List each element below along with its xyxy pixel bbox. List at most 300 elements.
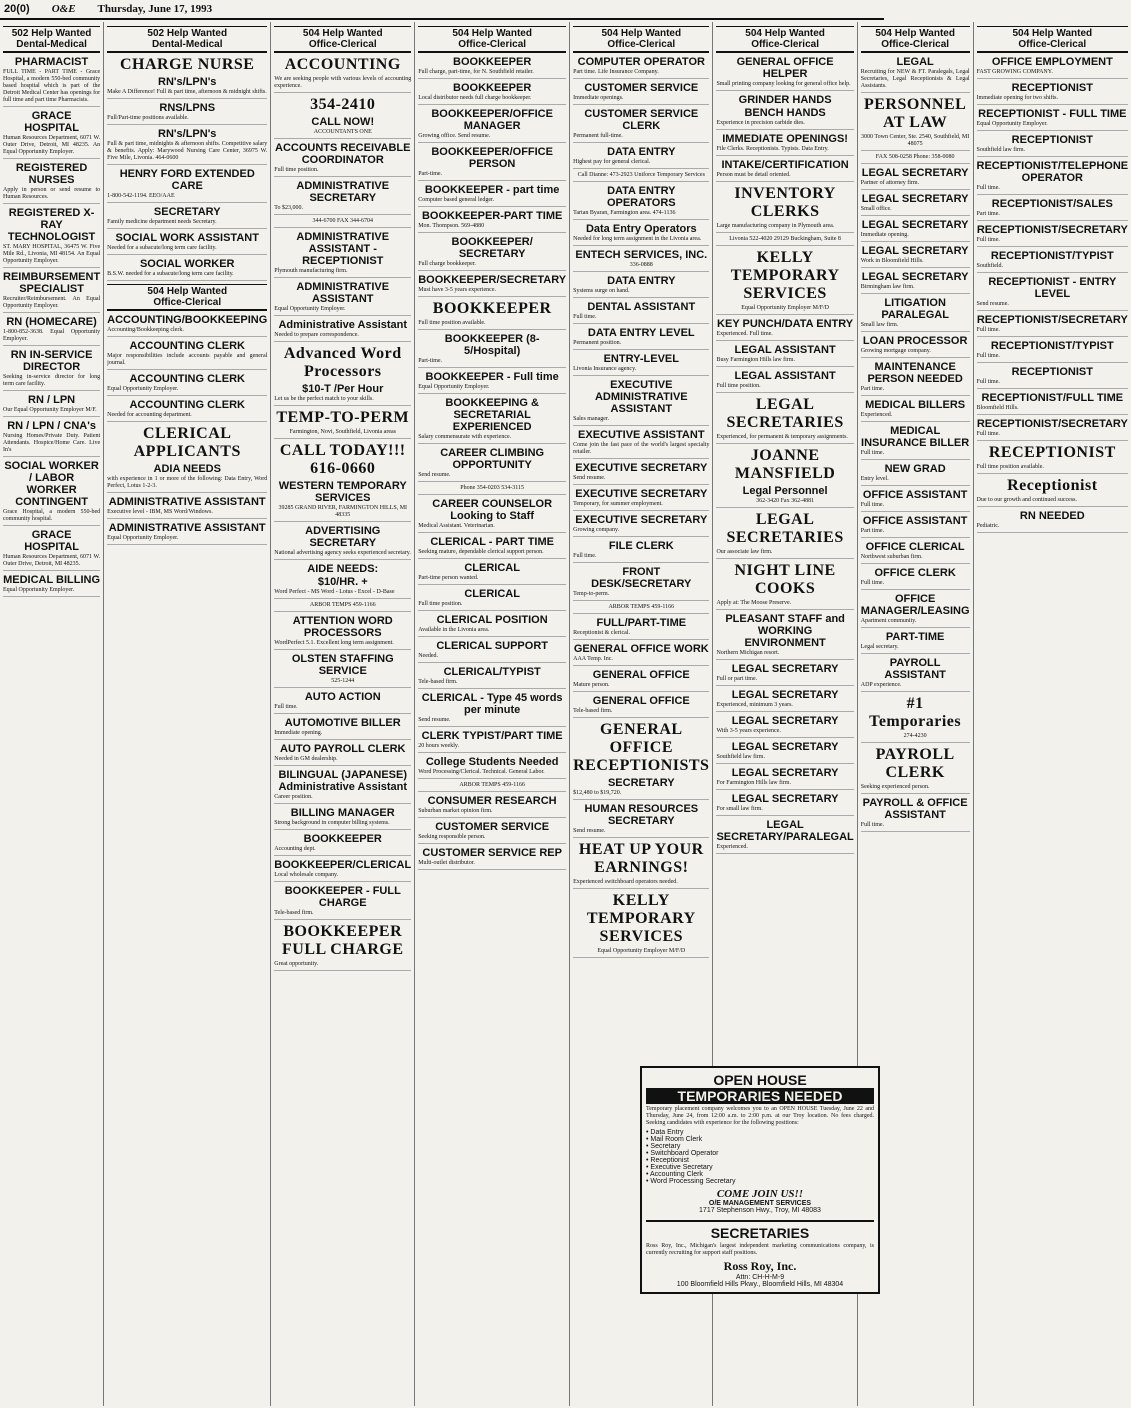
classified-ad (418, 184, 566, 207)
secretaries-title: SECRETARIES (646, 1220, 874, 1241)
classified-ad (573, 185, 709, 220)
ad-body: Pediatric. (976, 523, 1000, 529)
ad-body: Mon. Thompson. 569-4880 (418, 223, 485, 229)
section-header (716, 26, 853, 53)
ad-body: Livonia Insurance agency. (573, 366, 637, 372)
ross-roy-attn: Attn: CH-H-M-9 (735, 1274, 785, 1281)
ad-heading: GENERAL OFFICE (592, 669, 690, 681)
classified-ad (418, 447, 566, 482)
ad-contact: Call Dianne: 473-2923 Uniforce Temporary Services (577, 172, 705, 178)
classified-ad (418, 210, 566, 233)
ad-body: Computer based general ledger. (418, 197, 495, 203)
ad-heading: OFFICE CLERICAL (865, 541, 965, 553)
ad-heading: RNS/LPNS (159, 102, 216, 114)
ad-heading: SECRETARY (153, 206, 221, 218)
classified-ad (977, 250, 1129, 273)
ad-heading: REIMBURSEMENT SPECIALIST (3, 271, 101, 295)
classified-ad (107, 56, 267, 99)
ad-heading: NEW GRAD (884, 463, 946, 475)
ad-heading: ADVERTISING SECRETARY (305, 525, 381, 549)
classified-ad (861, 489, 970, 512)
ad-body: 1-800-542-1194. EEO/AAE (107, 193, 175, 199)
ad-body: Partner of attorney firm. (860, 180, 920, 186)
ad-body: Part time. (860, 386, 885, 392)
classified-ad (418, 274, 566, 297)
classified-ad (3, 394, 100, 417)
ad-body: To $23,000. (274, 205, 304, 211)
classified-ad (107, 340, 267, 370)
classified-ad (977, 160, 1129, 195)
classified-ad (573, 223, 709, 246)
ad-body: Growing office. Send resume. (418, 133, 491, 139)
ad-heading: $10-T /Per Hour (302, 383, 384, 395)
ad-heading: BOOKKEEPING & SECRETARIAL EXPERIENCED (445, 397, 539, 433)
ad-display-heading: GENERAL OFFICE RECEPTIONISTS (573, 721, 710, 774)
section-header (977, 26, 1129, 53)
ad-heading: SOCIAL WORKER / LABOR WORKER CONTINGENT (4, 460, 99, 508)
ad-heading: CUSTOMER SERVICE (435, 821, 550, 833)
ad-body: Full or part time. (716, 676, 758, 682)
classified-ad (977, 198, 1129, 221)
classified-ad (573, 462, 709, 485)
classified-ad (861, 541, 970, 564)
ad-body: Send resume. (418, 717, 451, 723)
ad-body: Equal Opportunity Employer. (107, 386, 179, 392)
ad-display-heading: BOOKKEEPER (432, 300, 552, 317)
ad-heading: AUTO ACTION (304, 691, 381, 703)
ad-body: Full time. (976, 353, 1000, 359)
ad-body: Full time position. (716, 383, 761, 389)
ad-display-heading: CLERICAL APPLICANTS (133, 425, 241, 460)
ad-body: Full time. (860, 580, 885, 586)
ad-body: FULL TIME - PART TIME - Grace Hospital, a modern 550-bed community based hospital which is part of the Detroit Medical Center has openings for full time and part time Pharmacists. (3, 69, 101, 103)
ad-body: ADP experience. (860, 682, 902, 688)
section-header (861, 26, 970, 53)
classified-ad (418, 692, 566, 727)
ad-body: Person must be detail oriented. (716, 172, 791, 178)
ad-display-heading: LEGAL SECRETARIES (726, 511, 844, 546)
classified-ad (107, 373, 267, 396)
ad-body: Small printing company looking for general office help. (716, 81, 851, 87)
classified-ad (716, 793, 853, 816)
classified-ad (418, 536, 566, 559)
ad-body: Equal Opportunity Employer. (274, 306, 346, 312)
ad-body: WordPerfect 5.1. Excellent long term assignment. (274, 640, 394, 646)
classified-ad (418, 333, 566, 368)
ad-heading: OLSTEN STAFFING SERVICE (291, 653, 394, 677)
ad-heading: CLERICAL SUPPORT (436, 640, 548, 652)
ad-body: Salary commensurate with experience. (418, 434, 512, 440)
ad-heading: RECEPTIONIST/FULL TIME (981, 392, 1124, 404)
ad-heading: LEGAL SECRETARY (731, 767, 839, 779)
classified-ad (716, 767, 853, 790)
ad-body: Full time position available. (976, 464, 1044, 470)
classified-ad (274, 602, 411, 612)
ad-heading: HENRY FORD EXTENDED CARE (119, 168, 255, 192)
ad-heading: GRACE HOSPITAL (24, 529, 79, 553)
ad-body: Experienced, minimum 3 years. (716, 702, 793, 708)
classified-ad (716, 249, 853, 315)
ad-body: Full charge, part-time, for N. Southfield retailer. (418, 69, 534, 75)
ad-heading: College Students Needed (425, 756, 559, 768)
ad-body: Full/Part-time positions available. (107, 115, 189, 121)
classified-ad (573, 172, 709, 182)
classified-ad (107, 399, 267, 422)
section-header (418, 26, 566, 53)
ad-body: Immediate opening for two shifts. (976, 95, 1059, 101)
ad-heading: CALL NOW! (311, 116, 375, 128)
classified-ad (573, 695, 709, 718)
ad-heading: ADIA NEEDS (153, 463, 221, 475)
ad-body: Permanent full-time. (573, 133, 623, 139)
classified-ad (573, 617, 709, 640)
classified-ad (274, 807, 411, 830)
ad-display-heading: CALL TODAY!!! 616-0660 (279, 442, 406, 477)
ad-body: Full time. (573, 314, 597, 320)
ad-subheading: BENCH HANDS (744, 107, 826, 119)
classified-ad (861, 154, 970, 164)
ad-heading: LEGAL SECRETARY (731, 741, 839, 753)
ad-body: FAST GROWING COMPANY. (976, 69, 1053, 75)
classified-ad (573, 643, 709, 666)
classified-ad (861, 96, 970, 151)
position-item: • Secretary (646, 1143, 681, 1150)
classified-ad (861, 271, 970, 294)
ad-contact: Livonia 522-4020 29129 Buckingham, Suite 8 (729, 236, 841, 242)
classified-ad (861, 193, 970, 216)
ad-heading: CLERICAL - PART TIME (430, 536, 554, 548)
ad-heading: FULL/PART-TIME (596, 617, 687, 629)
classified-ad (573, 249, 709, 272)
classified-ad (861, 361, 970, 396)
ad-heading: BOOKKEEPER - part time (424, 184, 560, 196)
ad-display-heading: 354-2410 (310, 96, 376, 113)
ad-heading: RN / LPN / CNA's (7, 420, 96, 432)
ad-body: Recruiter/Reimbursement. An Equal Opportunity Employer. (3, 296, 101, 309)
classified-ad (861, 593, 970, 628)
ad-heading: ADMINISTRATIVE ASSISTANT (108, 522, 266, 534)
ad-body: Full & part time, midnights & afternoon shifts. Competitive salary & benefits. Apply: Marywood Nursing Care Center, 36975 W. Five Mile, Livonia. 464-0600 (107, 141, 268, 161)
classified-ad (418, 730, 566, 753)
classified-ad (716, 94, 853, 130)
classified-ad (274, 231, 411, 278)
classified-ad (274, 653, 411, 688)
classified-ad (107, 425, 267, 493)
ad-body: Seeking experienced person. (860, 784, 930, 790)
ad-display-heading: HEAT UP YOUR EARNINGS! (578, 841, 704, 876)
ad-heading: AUTOMOTIVE BILLER (284, 717, 401, 729)
ad-body: Equal Opportunity Employer. (107, 535, 179, 541)
ad-body: Send resume. (573, 828, 606, 834)
ad-body: Tele-based firm. (573, 708, 613, 714)
classified-ad (861, 567, 970, 590)
ad-heading: ENTECH SERVICES, INC. (575, 249, 708, 261)
ad-contact: 344-6700 FAX 344-6704 (312, 218, 374, 224)
position-item: • Receptionist (646, 1157, 689, 1164)
ad-body: Needed for a subacute/long term care facility. (107, 245, 217, 251)
ad-body: Great opportunity. (274, 961, 319, 967)
ad-body: Systems surge on hand. (573, 288, 630, 294)
classified-ad (716, 741, 853, 764)
section-header (274, 26, 411, 53)
ad-body: Southfield. (976, 263, 1004, 269)
classified-ad (418, 146, 566, 181)
ad-heading: LEGAL ASSISTANT (734, 344, 836, 356)
ad-body: Full time. (976, 185, 1000, 191)
classified-ad (861, 515, 970, 538)
classified-ad (573, 353, 709, 376)
ad-heading: BILLING MANAGER (290, 807, 395, 819)
classified-ad (861, 746, 970, 794)
ad-heading: EXECUTIVE SECRETARY (575, 462, 708, 474)
classified-ad (716, 318, 853, 341)
classified-ad (107, 168, 267, 203)
ad-body: Local wholesale company. (274, 872, 339, 878)
ad-contact: Equal Opportunity Employer M/F/D (741, 305, 830, 311)
ad-body: Send resume. (418, 472, 451, 478)
ad-heading: PART-TIME (885, 631, 945, 643)
classified-ad (3, 316, 100, 346)
ad-heading: BILINGUAL (JAPANESE) Administrative Assistant (278, 769, 408, 793)
classified-ad (977, 82, 1129, 105)
ad-body: Make A Difference! Full & part time, afternoon & midnight shifts. (107, 89, 267, 95)
classified-ad (861, 335, 970, 358)
classified-ad (418, 371, 566, 394)
ad-body: Equal Opportunity Employer. (418, 384, 490, 390)
ad-heading: ACCOUNTING CLERK (129, 373, 245, 385)
ad-body: AAA Temp. Inc. (573, 656, 613, 662)
ad-heading: EXECUTIVE SECRETARY (575, 488, 708, 500)
open-house-title: OPEN HOUSE (713, 1072, 807, 1088)
section-subcategory: Office-Clerical (153, 297, 222, 308)
classified-ad (418, 498, 566, 533)
ad-body: Receptionist & clerical. (573, 630, 630, 636)
ad-body: Family medicine department needs Secretary. (107, 219, 217, 225)
ad-heading: LEGAL SECRETARY (731, 689, 839, 701)
ad-body: Legal secretary. (860, 644, 899, 650)
ad-body: Part-time. (418, 171, 443, 177)
ad-body: Small law firm. (860, 322, 899, 328)
classified-ad (573, 540, 709, 563)
classified-ad (573, 82, 709, 105)
ad-heading: GENERAL OFFICE WORK (573, 643, 709, 655)
classified-ad (274, 615, 411, 650)
classified-ad (573, 841, 709, 889)
ad-heading: INTAKE/CERTIFICATION (721, 159, 849, 171)
ad-heading: CLERK TYPIST/PART TIME (421, 730, 563, 742)
ad-body: Immediate openings. (573, 95, 624, 101)
ad-body: Experienced, for permanent & temporary assignments. (716, 434, 848, 440)
classified-ad (716, 447, 853, 508)
ad-heading: Data Entry Operators (585, 223, 697, 235)
classified-ad (716, 511, 853, 559)
ad-body: Full time position available. (418, 320, 486, 326)
classified-ad (418, 82, 566, 105)
classified-ad (573, 301, 709, 324)
ad-body: Experienced. (860, 412, 893, 418)
ad-body: With 3-5 years experience. (716, 728, 781, 734)
position-item: • Accounting Clerk (646, 1171, 703, 1178)
ad-heading: BOOKKEEPER/CLERICAL (274, 859, 412, 871)
ad-heading: BOOKKEEPER/ SECRETARY (451, 236, 533, 260)
ad-body: Part time. Life Insurance Company. (573, 69, 659, 75)
ad-body: Full time. (860, 822, 885, 828)
ad-body: Career position. (274, 794, 313, 800)
ad-heading: ADMINISTRATIVE SECRETARY (296, 180, 390, 204)
ad-display-heading: INVENTORY CLERKS (734, 185, 836, 220)
ad-display-heading: TEMP-TO-PERM (276, 409, 410, 426)
ad-heading: PHARMACIST (14, 56, 89, 68)
column-1 (0, 22, 104, 1406)
ad-heading: OFFICE EMPLOYMENT (991, 56, 1113, 68)
classified-ad (274, 96, 411, 139)
ad-heading: KEY PUNCH/DATA ENTRY (717, 318, 854, 330)
ad-contact: FAX 508-0258 Phone: 358-0080 (875, 154, 955, 160)
ad-heading: LEGAL SECRETARY (731, 793, 839, 805)
ad-body: Medical Assistant. Veterinarian. (418, 523, 495, 529)
ad-body: Bloomfield Hills. (976, 405, 1019, 411)
ad-heading: PAYROLL ASSISTANT (884, 657, 946, 681)
ad-heading: REGISTERED X-RAY TECHNOLOGIST (7, 207, 96, 243)
ad-heading: LOAN PROCESSOR (862, 335, 968, 347)
ad-contact: ARBOR TEMPS 459-1166 (608, 604, 675, 610)
page-number: 20(0) (4, 3, 30, 15)
ad-body: Apartment community. (860, 618, 917, 624)
management-company: O/E MANAGEMENT SERVICES (708, 1200, 812, 1207)
open-house-ad (640, 1066, 880, 1294)
ad-heading: FILE CLERK (608, 540, 674, 552)
ad-body: Must have 3-5 years experience. (418, 287, 497, 293)
classified-ad (861, 297, 970, 332)
ad-body: Experienced. Full time. (716, 331, 773, 337)
ad-body: For Farmington Hills law firm. (716, 780, 791, 786)
column-8 (974, 22, 1131, 1406)
classified-ad (418, 795, 566, 818)
ad-contact: ARBOR TEMPS 459-1166 (459, 782, 525, 788)
classified-ad (861, 245, 970, 268)
ad-heading: RECEPTIONIST (1011, 82, 1093, 94)
ad-display-heading: PAYROLL CLERK (875, 746, 955, 781)
ad-body: Apply in person or send resume to Human Resources. (3, 187, 101, 200)
classified-ad (977, 477, 1129, 507)
ad-heading: CUSTOMER SERVICE CLERK (584, 108, 699, 132)
classified-ad (716, 663, 853, 686)
ad-body: National advertising agency seeks experienced secretary. (274, 550, 411, 556)
classified-ad (573, 566, 709, 601)
classified-ad (418, 640, 566, 663)
ad-heading: BOOKKEEPER - FULL CHARGE (284, 885, 401, 909)
classified-ad (573, 892, 709, 958)
classified-ad (418, 588, 566, 611)
ad-heading: CLERICAL - Type 45 words per minute (421, 692, 563, 716)
classified-ad (418, 236, 566, 271)
classified-ad (716, 613, 853, 660)
ross-roy-name: Ross Roy, Inc. (723, 1259, 797, 1273)
section-header (3, 26, 100, 53)
classified-ad (716, 344, 853, 367)
ad-body: Work in Bloomfield Hills. (860, 258, 924, 264)
ad-heading: ACCOUNTING CLERK (129, 340, 245, 352)
ad-heading: LEGAL SECRETARY (731, 663, 839, 675)
section-category: 504 Help Wanted (147, 286, 228, 297)
ad-body: Full time. (976, 431, 1000, 437)
ad-heading: ADMINISTRATIVE ASSISTANT (296, 281, 390, 305)
classified-ad (861, 399, 970, 422)
ad-heading: RN's/LPN's (158, 128, 217, 140)
classified-ad (716, 236, 853, 246)
classified-ad (861, 167, 970, 190)
ad-heading: Administrative Assistant (278, 319, 408, 331)
classified-ad (3, 574, 100, 597)
classified-ad (573, 327, 709, 350)
ad-heading: BOOKKEEPER (303, 833, 382, 845)
ad-heading: ADMINISTRATIVE ASSISTANT - RECEPTIONIST (296, 231, 390, 267)
ad-body: Tele-based firm. (418, 679, 458, 685)
position-item: • Word Processing Secretary (646, 1178, 736, 1185)
ad-body: Busy Farmington Hills law firm. (716, 357, 795, 363)
ad-contact: 39285 GRAND RIVER, FARMINGTON HILLS, MI 48335 (278, 505, 408, 518)
classified-ad (418, 108, 566, 143)
classified-ad (977, 134, 1129, 157)
classified-ad (274, 142, 411, 177)
ad-heading: RECEPTIONIST/TYPIST (990, 250, 1114, 262)
classified-ad (3, 110, 100, 159)
ad-body: Due to our growth and continued success. (976, 497, 1078, 503)
classified-ad (977, 340, 1129, 363)
management-address: 1717 Stephenson Hwy., Troy, MI 48083 (699, 1207, 821, 1214)
ad-body: Immediate opening. (860, 232, 909, 238)
classified-ad (716, 562, 853, 610)
classified-ad (977, 366, 1129, 389)
ad-heading: FRONT DESK/SECRETARY (591, 566, 692, 590)
ad-display-heading: BOOKKEEPER FULL CHARGE (281, 923, 404, 958)
ad-body: 20 hours weekly. (418, 743, 459, 749)
ad-heading: LEGAL SECRETARY (861, 271, 969, 283)
ad-heading: LEGAL SECRETARY (861, 245, 969, 257)
ad-heading: ACCOUNTS RECEIVABLE COORDINATOR (275, 142, 411, 166)
ad-heading: MEDICAL BILLING (3, 574, 101, 586)
ad-heading: MEDICAL BILLERS (865, 399, 966, 411)
ad-heading: ACCOUNTING/BOOKKEEPING (107, 314, 268, 326)
ad-heading: ATTENTION WORD PROCESSORS (292, 615, 393, 639)
classified-ad (861, 631, 970, 654)
ad-heading: LEGAL SECRETARY (861, 219, 969, 231)
ad-body: File Clerks. Receptionists. Typists. Data Entry. (716, 146, 829, 152)
open-house-text: Temporary placement company welcomes you to an OPEN HOUSE Tuesday, June 22 and Thursday, June 24, from 12:00 a.m. to 2:00 p.m. at our Troy location. No fees charged. Seeking candidates with experience for the following positions: (646, 1106, 874, 1126)
classified-ad (418, 397, 566, 444)
ad-heading: WESTERN TEMPORARY SERVICES (278, 480, 407, 504)
ad-heading: RN / LPN (28, 394, 76, 406)
ad-heading: BOOKKEEPER (8-5/Hospital) (444, 333, 540, 357)
ad-body: Part-time. (418, 358, 443, 364)
classified-ad (3, 56, 100, 107)
ad-heading: DENTAL ASSISTANT (587, 301, 696, 313)
section-subcategory: Office-Clerical (881, 39, 950, 50)
ad-display-heading: ACCOUNTING (284, 56, 401, 73)
classified-ad (274, 281, 411, 316)
classified-ad (3, 460, 100, 526)
classified-ad (977, 276, 1129, 311)
ad-body: Sales manager. (573, 416, 610, 422)
ad-heading: RECEPTIONIST (1011, 366, 1093, 378)
classified-ad (274, 743, 411, 766)
ad-heading: GRACE HOSPITAL (24, 110, 79, 134)
classified-ad (418, 300, 566, 330)
ad-display-heading: NIGHT LINE COOKS (734, 562, 836, 597)
ad-body: Word Processing/Clerical. Technical. General Labor. (418, 769, 545, 775)
ad-body: Accounting/Bookkeeping clerk. (107, 327, 184, 333)
ad-body: For small law firm. (716, 806, 763, 812)
